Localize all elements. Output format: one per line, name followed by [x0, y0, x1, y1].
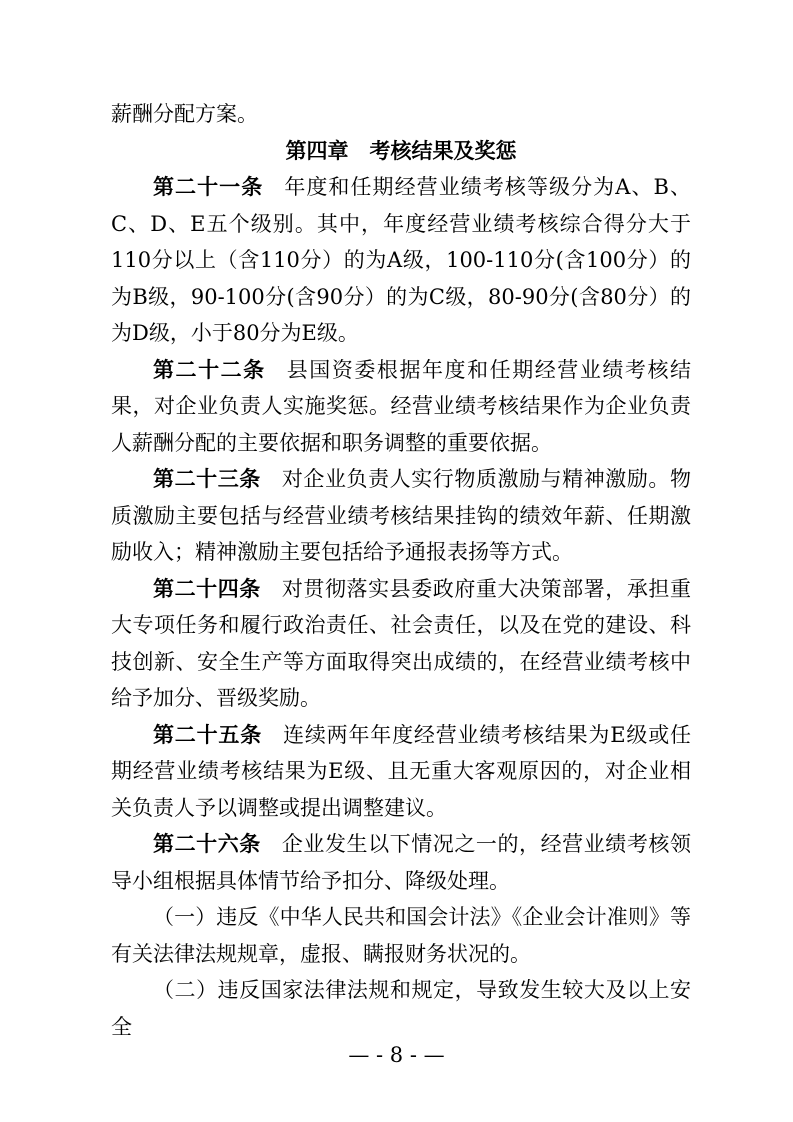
- article-text: 县国资委根据年度和任期经营业绩考核结果，对企业负责人实施奖惩。经营业绩考核结果作为企业负责人薪酬分配的主要依据和职务调整的重要依据。: [111, 357, 692, 455]
- article-text: 企业发生以下情况之一的，经营业绩考核领导小组根据具体情节给予扣分、降级处理。: [111, 832, 692, 893]
- article-number: 第二十五条: [153, 722, 263, 747]
- article-number: 第二十六条: [153, 832, 261, 856]
- article-23: [111, 461, 691, 571]
- article-text: 对贯彻落实县委政府重大决策部署，承担重大专项任务和履行政治责任、社会责任，以及在党的建设、科技创新、安全生产等方面取得突出成绩的，在经营业绩考核中给予加分、晋级奖励。: [111, 576, 692, 710]
- chapter-heading: [111, 133, 691, 170]
- continued-paragraph: 薪酬分配方案。: [111, 102, 258, 126]
- list-item-1: （一）违反《中华人民共和国会计法》《企业会计准则》等有关法律法规规章，虚报、瞒报财务状况的。: [111, 905, 691, 966]
- article-text: 连续两年年度经营业绩考核结果为E级或任期经营业绩考核结果为E级、且无重大客观原因的，对企业相关负责人予以调整或提出调整建议。: [111, 722, 692, 820]
- article-number: 第二十三条: [153, 467, 261, 491]
- article-24: [111, 571, 691, 717]
- article-22: [111, 352, 691, 462]
- article-26: [111, 826, 691, 899]
- article-number: 第二十一条: [153, 175, 264, 199]
- document-body: [111, 96, 691, 1045]
- article-21: [111, 169, 691, 352]
- chapter-number: 第四章: [285, 138, 349, 163]
- article-text: 年度和任期经营业绩考核等级分为A、B、C、D、E五个级别。其中，年度经营业绩考核综合得分大于110分以上（含110分）的为A级，100-110分(含100分）的为B级，90-100分(含90分）的为C级，80-90分(含80分）的为D级，小于80分为E级。: [111, 175, 691, 345]
- article-25: [111, 717, 691, 827]
- article-number: 第二十二条: [153, 357, 266, 382]
- chapter-title: 考核结果及奖惩: [369, 138, 517, 163]
- list-item-2: （二）违反国家法律法规和规定，导致发生较大及以上安全: [111, 978, 691, 1039]
- article-text: 对企业负责人实行物质激励与精神激励。物质激励主要包括与经营业绩考核结果挂钩的绩效年薪、任期激励收入；精神激励主要包括给予通报表扬等方式。: [111, 467, 692, 564]
- article-number: 第二十四条: [153, 576, 261, 601]
- page-number: — - 8 - —: [348, 1043, 445, 1067]
